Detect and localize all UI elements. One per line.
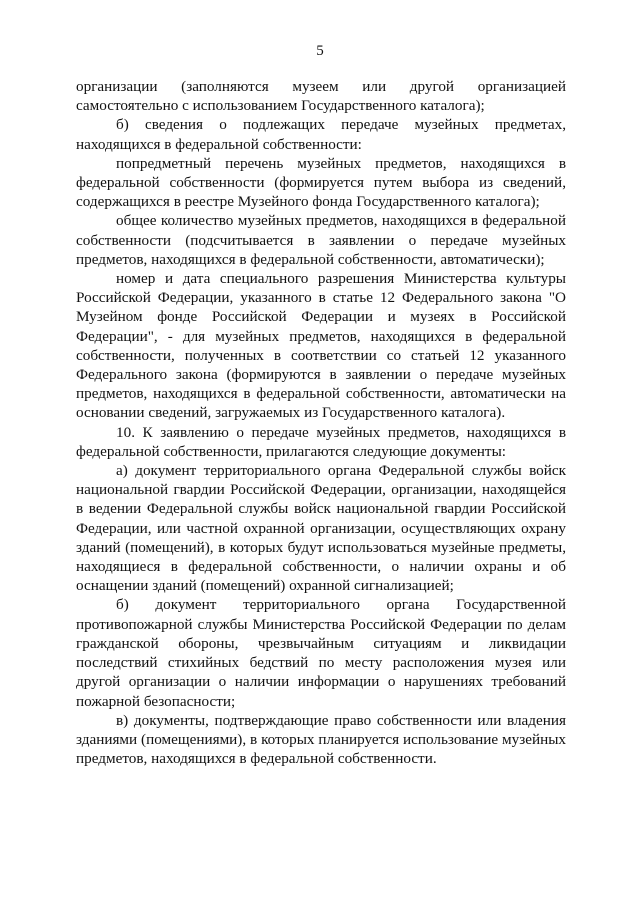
paragraph-document-b: б) документ территориального органа Государственной противопожарной службы Министерства Российской Федерации по делам гражданской обороны, чрезвычайным ситуациям и ликвидации последствий стихийных бедствий по месту расположения музея или другой организации о наличии информации о нарушениях требований пожарной безопасности; <box>76 596 566 710</box>
paragraph-section-10: 10. К заявлению о передаче музейных предметов, находящихся в федеральной собственности, прилагаются следующие документы: <box>76 423 566 460</box>
paragraph-itemized-list: попредметный перечень музейных предметов, находящихся в федеральной собственности (формируется путем выбора из сведений, содержащихся в реестре Музейного фонда Государственного каталога); <box>76 154 566 211</box>
document-body <box>76 77 566 768</box>
paragraph-item-b-header: б) сведения о подлежащих передаче музейных предметах, находящихся в федеральной собственности: <box>76 116 566 153</box>
paragraph-organization-info: организации (заполняются музеем или другой организацией самостоятельно с использованием Государственного каталога); <box>76 78 566 115</box>
paragraph-document-a: а) документ территориального органа Федеральной службы войск национальной гвардии Российской Федерации, организации, находящейся в ведении Федеральной службы войск национальной гвардии Российской Федерации, или частной охранной организации, осуществляющих охрану зданий (помещений), в которых будут использоваться музейные предметы, находящиеся в федеральной собственности, о наличии охраны и об оснащении зданий (помещений) охранной сигнализацией; <box>76 462 566 595</box>
paragraph-special-permit: номер и дата специального разрешения Министерства культуры Российской Федерации, указанного в статье 12 Федерального закона "О Музейном фонде Российской Федерации и музеях в Российской Федерации", - для музейных предметов, находящихся в федеральной собственности, полученных в соответствии со статьей 12 указанного Федерального закона (формируются в заявлении о передаче музейных предметов, находящихся в федеральной собственности, автоматически на основании сведений, загружаемых из Государственного каталога). <box>76 270 566 422</box>
paragraph-document-v: в) документы, подтверждающие право собственности или владения зданиями (помещениями), в которых планируется использование музейных предметов, находящихся в федеральной собственности. <box>76 711 566 768</box>
page-number: 5 <box>316 43 324 59</box>
paragraph-total-count: общее количество музейных предметов, находящихся в федеральной собственности (подсчитывается в заявлении о передаче музейных предметов, находящихся в федеральной собственности, автоматически); <box>76 212 566 268</box>
